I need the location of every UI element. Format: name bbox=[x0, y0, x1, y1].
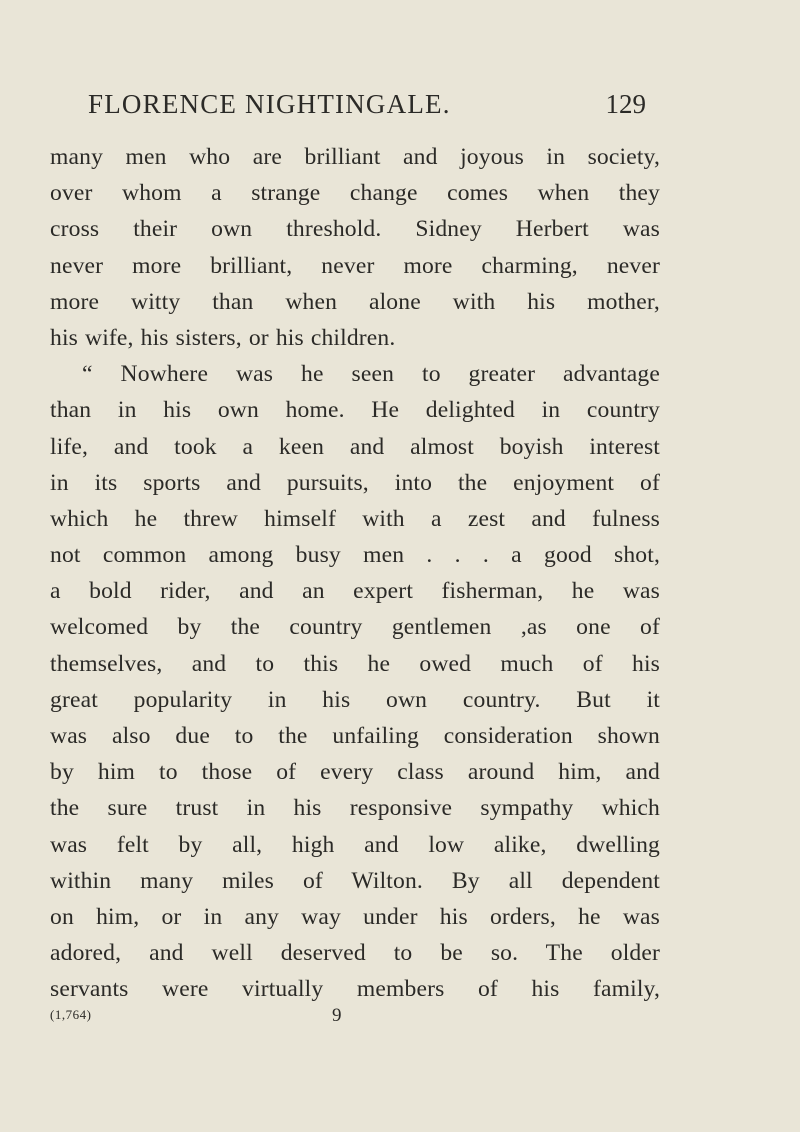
text-line: themselves, and to this he owed much of his bbox=[50, 650, 660, 677]
text-line: never more brilliant, never more charming, never bbox=[50, 252, 660, 279]
text-line: the sure trust in his responsive sympathy which bbox=[50, 795, 660, 822]
text-line: in its sports and pursuits, into the enjoyment of bbox=[50, 469, 660, 496]
text-line: was felt by all, high and low alike, dwelling bbox=[50, 831, 660, 858]
signature-mark: 9 bbox=[332, 1005, 342, 1026]
page-footer bbox=[50, 1005, 660, 1035]
text-line: within many miles of Wilton. By all dependent bbox=[50, 867, 660, 894]
text-line: a bold rider, and an expert fisherman, he was bbox=[50, 578, 660, 605]
text-line: life, and took a keen and almost boyish interest bbox=[50, 433, 660, 460]
text-line: than in his own home. He delighted in country bbox=[50, 397, 660, 424]
text-line: “ Nowhere was he seen to greater advantage bbox=[82, 361, 660, 388]
text-line: servants were virtually members of his family, bbox=[50, 976, 660, 1003]
text-line: was also due to the unfailing consideration shown bbox=[50, 723, 660, 749]
text-line: many men who are brilliant and joyous in society, bbox=[50, 144, 660, 170]
text-line: great popularity in his own country. But it bbox=[50, 686, 660, 713]
page-number: 129 bbox=[605, 89, 646, 119]
text-line: over whom a strange change comes when they bbox=[50, 180, 660, 207]
print-code: (1,764) bbox=[50, 1007, 92, 1022]
text-line: welcomed by the country gentlemen ,as one of bbox=[50, 614, 660, 641]
text-line: cross their own threshold. Sidney Herbert was bbox=[50, 216, 660, 243]
text-line: his wife, his sisters, or his children. bbox=[50, 324, 396, 351]
running-head bbox=[88, 84, 646, 124]
running-title: FLORENCE NIGHTINGALE. bbox=[88, 89, 451, 119]
body-text bbox=[50, 139, 660, 1008]
text-line: which he threw himself with a zest and fulness bbox=[50, 505, 660, 532]
text-line: on him, or in any way under his orders, he was bbox=[50, 903, 660, 930]
text-line: more witty than when alone with his mother, bbox=[50, 288, 660, 315]
text-line: not common among busy men . . . a good shot, bbox=[50, 542, 660, 569]
text-line: adored, and well deserved to be so. The older bbox=[50, 940, 660, 967]
text-line: by him to those of every class around him, and bbox=[50, 759, 660, 786]
